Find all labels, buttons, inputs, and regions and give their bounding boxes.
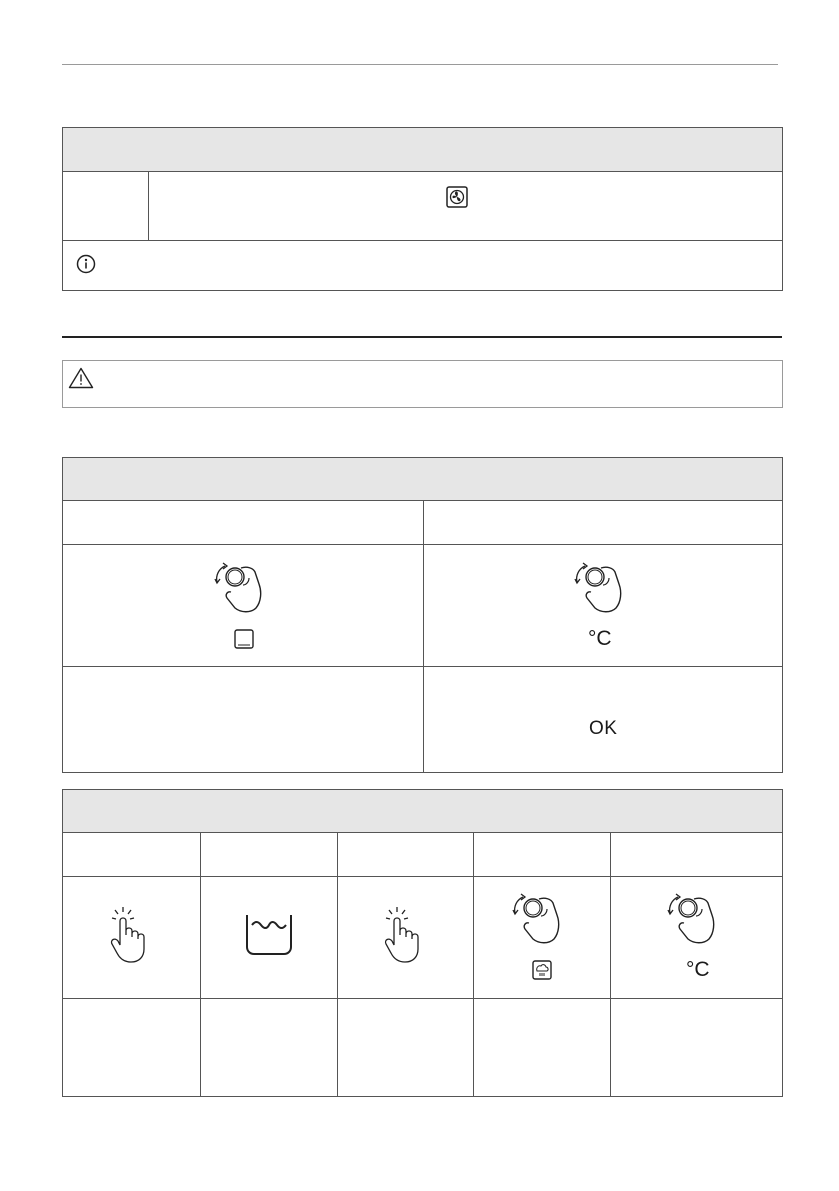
procedure-table-2-row2 bbox=[63, 998, 782, 999]
temperature-knob-hand-icon bbox=[666, 889, 720, 947]
warning-triangle-icon bbox=[68, 367, 94, 389]
procedure-table-2-col2 bbox=[337, 833, 338, 1096]
procedure-table-2-col4 bbox=[610, 833, 611, 1096]
water-container-icon bbox=[244, 913, 294, 957]
fan-symbol-icon bbox=[446, 186, 468, 208]
warning-box bbox=[62, 360, 783, 408]
finger-touch-icon bbox=[107, 905, 151, 965]
procedure-table-2-col3 bbox=[473, 833, 474, 1096]
steam-function-icon bbox=[532, 960, 552, 980]
info-table bbox=[62, 127, 783, 291]
function-knob-hand-icon bbox=[511, 889, 565, 947]
section-rule bbox=[62, 336, 782, 338]
procedure-table-1 bbox=[62, 457, 783, 773]
temperature-knob-hand-icon bbox=[573, 558, 627, 616]
header-rule bbox=[62, 64, 778, 65]
finger-touch-icon bbox=[381, 905, 425, 965]
info-table-row-divider bbox=[63, 240, 782, 241]
info-circle-icon bbox=[76, 254, 96, 274]
oven-square-icon bbox=[234, 629, 254, 649]
celsius-symbol: °C bbox=[686, 958, 710, 981]
function-knob-hand-icon bbox=[213, 558, 267, 616]
ok-symbol: OK bbox=[589, 718, 618, 739]
info-table-divider bbox=[148, 172, 149, 241]
procedure-table-1-col bbox=[423, 501, 424, 772]
procedure-table-2-col1 bbox=[200, 833, 201, 1096]
procedure-table-2-row1 bbox=[63, 876, 782, 877]
procedure-table-2-header bbox=[63, 790, 782, 833]
procedure-table-1-header bbox=[63, 458, 782, 501]
info-table-header bbox=[63, 128, 782, 172]
celsius-symbol: °C bbox=[588, 627, 612, 650]
procedure-table-2 bbox=[62, 789, 783, 1097]
